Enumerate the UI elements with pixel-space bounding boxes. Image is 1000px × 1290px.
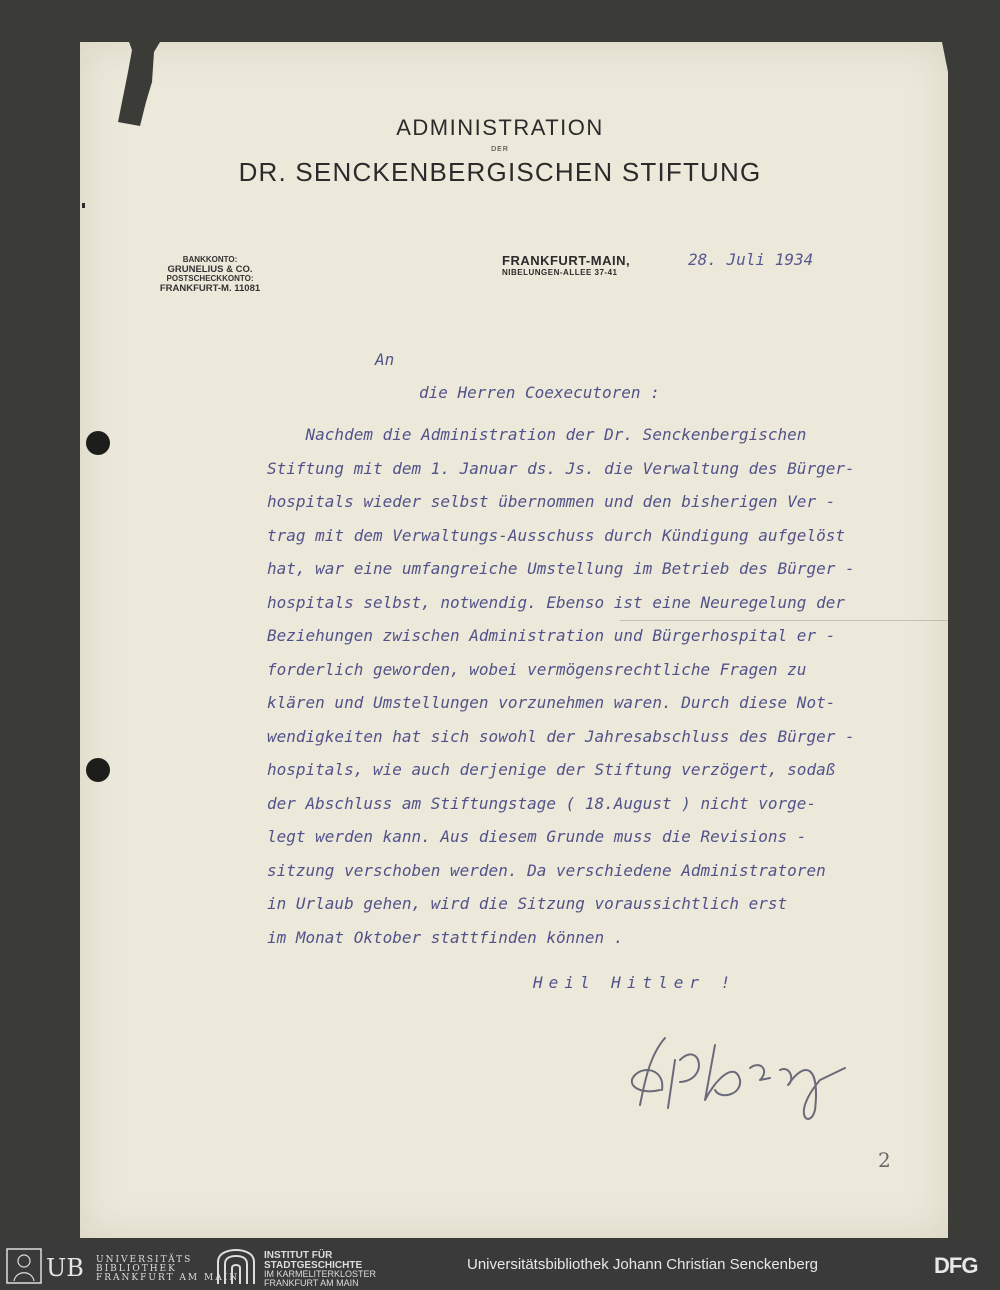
body-line: im Monat Oktober stattfinden können . xyxy=(267,927,624,947)
body-line: hat, war eine umfangreiche Umstellung im Betrieb des Bürger - xyxy=(267,559,855,578)
body-line: Nachdem die Administration der Dr. Senckenbergischen xyxy=(267,425,807,444)
ub-logo xyxy=(6,1248,94,1284)
body-line: hospitals, wie auch derjenige der Stiftung verzögert, sodaß xyxy=(267,760,836,779)
paper-speck xyxy=(82,203,85,208)
letter-body xyxy=(267,425,855,961)
body-line: wendigkeiten hat sich sowohl der Jahresabschluss des Bürger - xyxy=(267,726,855,746)
page-number: 2 xyxy=(878,1148,891,1172)
salutation: An xyxy=(375,350,395,369)
closing: Heil Hitler ! xyxy=(533,973,737,992)
isg-name xyxy=(264,1251,376,1287)
isg-line: FRANKFURT AM MAIN xyxy=(264,1277,359,1288)
body-line: Beziehungen zwischen Administration und Bürgerhospital er - xyxy=(267,626,836,645)
body-line: Stiftung mit dem 1. Januar ds. Js. die Verwaltung des Bürger- xyxy=(267,458,855,478)
body-line: der Abschluss am Stiftungstage ( 18.August ) nicht vorge- xyxy=(267,793,817,813)
punch-hole xyxy=(86,431,110,455)
body-line: hospitals selbst, notwendig. Ebenso ist eine Neuregelung der xyxy=(267,592,845,612)
body-line: legt werden kann. Aus diesem Grunde muss die Revisions - xyxy=(267,827,807,846)
address-street: NIBELUNGEN-ALLEE 37-41 xyxy=(502,268,618,277)
ub-line: FRANKFURT AM MAIN xyxy=(96,1273,240,1283)
library-name: Universitätsbibliothek Johann Christian Senckenberg xyxy=(467,1256,819,1273)
letterhead-subtitle: DR. SENCKENBERGISCHEN STIFTUNG xyxy=(238,157,762,187)
postscheck-account: FRANKFURT-M. 11081 xyxy=(159,283,261,294)
dfg-logo: DFG xyxy=(934,1253,978,1278)
letterhead-title: ADMINISTRATION xyxy=(396,115,604,140)
body-line: trag mit dem Verwaltungs-Ausschuss durch Kündigung aufgelöst xyxy=(267,525,845,545)
ub-line: BIBLIOTHEK xyxy=(96,1264,177,1274)
isg-line: STADTGESCHICHTE xyxy=(264,1259,363,1271)
letter-date: 28. Juli 1934 xyxy=(688,250,814,269)
handwritten-signature xyxy=(620,1020,860,1120)
isg-line: INSTITUT FÜR xyxy=(264,1250,333,1261)
body-line: hospitals wieder selbst übernommen und den bisherigen Ver - xyxy=(267,492,836,511)
ub-line: UNIVERSITÄTS xyxy=(96,1255,193,1265)
bank-name: GRUNELIUS & CO. xyxy=(167,264,253,275)
footer-bar xyxy=(0,1240,1000,1290)
body-line: in Urlaub gehen, wird die Sitzung voraussichtlich erst xyxy=(267,894,788,913)
body-line: sitzung verschoben werden. Da verschiedene Administratoren xyxy=(267,860,826,880)
addressee: die Herren Coexecutoren : xyxy=(419,383,660,402)
bank-label: BANKKONTO: xyxy=(182,255,238,264)
letterhead-der: DER xyxy=(491,146,509,153)
postscheck-label: POSTSCHECKKONTO: xyxy=(166,274,254,283)
isg-line: IM KARMELITERKLOSTER xyxy=(264,1269,377,1279)
isg-logo xyxy=(214,1246,258,1286)
bank-details xyxy=(140,256,280,294)
body-line: klären und Umstellungen vorzunehmen waren. Durch diese Not- xyxy=(267,693,836,712)
address-city: FRANKFURT-MAIN, xyxy=(502,253,631,268)
body-line: forderlich geworden, wobei vermögensrechtliche Fragen zu xyxy=(267,659,807,679)
ub-logo-text: UB xyxy=(46,1254,84,1282)
punch-hole xyxy=(86,758,110,782)
